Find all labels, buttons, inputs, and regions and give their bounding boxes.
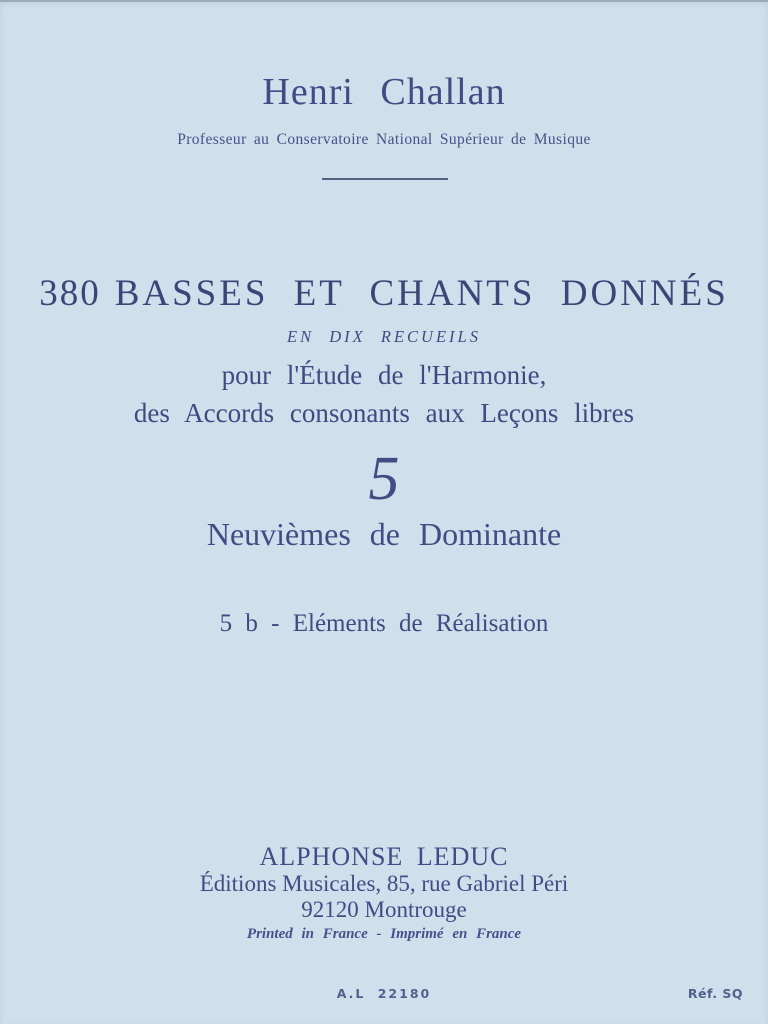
volume-number: 5 — [368, 445, 400, 513]
series-subtitle: EN DIX RECUEILS — [287, 327, 481, 346]
catalog-number: A.L 22180 — [336, 986, 432, 1001]
footer-row — [0, 986, 768, 1006]
author-credential: Professeur au Conservatoire National Supérieur de Musique — [177, 131, 591, 148]
series-description-line2: des Accords consonants aux Leçons libres — [133, 398, 635, 428]
printed-note: Printed in France - Imprimé en France — [246, 926, 522, 942]
series-number: 380 — [39, 273, 101, 314]
series-title — [0, 272, 768, 315]
author-name: Henri Challan — [262, 71, 506, 113]
divider-rule — [322, 178, 448, 180]
series-description-line1: pour l'Étude de l'Harmonie, — [221, 360, 547, 390]
publisher-city: 92120 Montrouge — [301, 897, 467, 922]
publisher-name: ALPHONSE LEDUC — [259, 842, 509, 871]
series-title-text: BASSES ET CHANTS DONNÉS — [114, 273, 729, 314]
reference-code: Réf. SQ — [687, 986, 743, 1001]
volume-title: Neuvièmes de Dominante — [206, 516, 562, 552]
publisher-address: Éditions Musicales, 85, rue Gabriel Péri — [199, 871, 569, 896]
volume-edition: 5 b - Eléments de Réalisation — [219, 610, 549, 637]
